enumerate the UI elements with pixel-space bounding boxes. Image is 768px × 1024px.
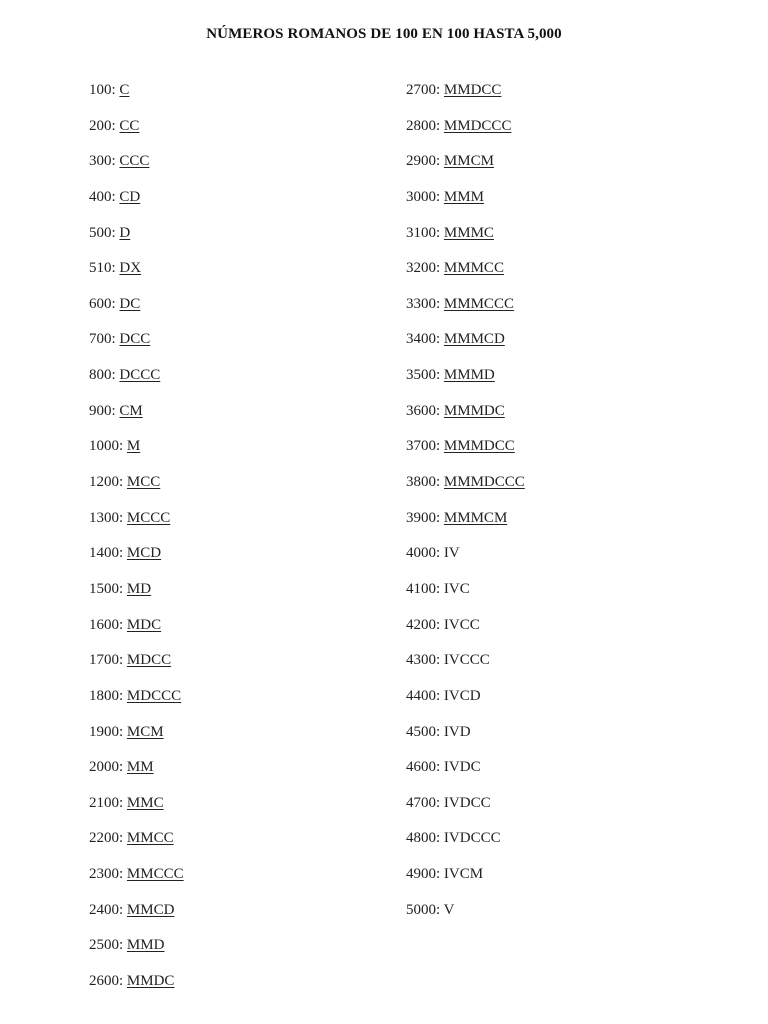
roman-numeral-link[interactable]: MCM: [126, 723, 164, 740]
arabic-number: 1900: [89, 723, 119, 740]
separator: :: [119, 901, 127, 918]
arabic-number: 3900: [406, 509, 436, 526]
separator: :: [119, 509, 127, 526]
separator: :: [436, 687, 444, 704]
roman-numeral-link[interactable]: MMM: [443, 188, 484, 205]
roman-numeral-link[interactable]: MMC: [126, 794, 164, 811]
separator: :: [436, 295, 444, 312]
list-item: [406, 786, 525, 822]
roman-numeral: IVD: [443, 723, 471, 740]
separator: :: [436, 260, 444, 277]
roman-numeral-link[interactable]: MMDCCC: [443, 117, 512, 134]
list-item: [406, 536, 525, 572]
list-item: [89, 750, 184, 786]
separator: :: [119, 759, 127, 776]
list-item: [89, 572, 184, 608]
list-item: [89, 608, 184, 644]
list-item: [406, 750, 525, 786]
arabic-number: 1700: [89, 652, 119, 669]
separator: :: [436, 866, 444, 883]
separator: :: [436, 794, 444, 811]
arabic-number: 1300: [89, 509, 119, 526]
separator: :: [436, 438, 444, 455]
separator: :: [111, 260, 120, 277]
separator: :: [119, 794, 127, 811]
separator: :: [436, 759, 444, 776]
roman-numeral-link[interactable]: MDCCC: [126, 687, 182, 704]
roman-numeral-link[interactable]: MMCC: [126, 830, 174, 847]
list-item: [406, 821, 525, 857]
separator: :: [436, 723, 444, 740]
arabic-number: 2500: [89, 937, 119, 954]
roman-numeral-link[interactable]: DCCC: [119, 367, 161, 384]
separator: :: [119, 687, 127, 704]
separator: :: [436, 82, 444, 98]
list-item: [89, 964, 184, 1000]
separator: :: [436, 901, 444, 918]
roman-numeral: IVDC: [443, 759, 481, 776]
arabic-number: 3000: [406, 188, 436, 205]
list-item: [89, 679, 184, 715]
list-item: [89, 893, 184, 929]
separator: :: [111, 82, 120, 98]
arabic-number: 600: [89, 295, 112, 312]
arabic-number: 3800: [406, 474, 436, 491]
arabic-number: 2600: [89, 973, 119, 990]
arabic-number: 200: [89, 117, 112, 134]
arabic-number: 4800: [406, 830, 436, 847]
separator: :: [119, 438, 127, 455]
list-item: [406, 73, 525, 109]
separator: :: [436, 224, 444, 241]
list-item: [89, 928, 184, 964]
arabic-number: 2400: [89, 901, 119, 918]
arabic-number: 2700: [406, 82, 436, 98]
arabic-number: 1000: [89, 438, 119, 455]
roman-numeral-link[interactable]: CC: [119, 117, 140, 134]
separator: :: [119, 545, 127, 562]
roman-numeral-link[interactable]: MMDC: [126, 973, 175, 990]
separator: :: [111, 331, 120, 348]
arabic-number: 3100: [406, 224, 436, 241]
roman-numeral: IVCM: [443, 866, 484, 883]
roman-numeral-link[interactable]: MDC: [126, 616, 162, 633]
arabic-number: 2900: [406, 153, 436, 170]
arabic-number: 4900: [406, 866, 436, 883]
arabic-number: 2000: [89, 759, 119, 776]
arabic-number: 700: [89, 331, 112, 348]
arabic-number: 4100: [406, 580, 436, 597]
list-item: [406, 643, 525, 679]
arabic-number: 4300: [406, 652, 436, 669]
roman-numeral-link[interactable]: CCC: [119, 153, 150, 170]
separator: :: [119, 973, 127, 990]
separator: :: [119, 616, 127, 633]
right-column: [406, 73, 525, 928]
list-item: [406, 857, 525, 893]
list-item: [406, 715, 525, 751]
list-item: [89, 786, 184, 822]
roman-numeral-link[interactable]: C: [119, 82, 130, 98]
list-item: [89, 180, 184, 216]
roman-numeral-link[interactable]: M: [126, 438, 141, 455]
separator: :: [436, 545, 444, 562]
arabic-number: 300: [89, 153, 112, 170]
list-item: [89, 429, 184, 465]
roman-numeral-link[interactable]: MMMCCC: [443, 295, 514, 312]
roman-numeral-link[interactable]: MCCC: [126, 509, 171, 526]
roman-numeral: IVCCC: [443, 652, 490, 669]
list-item: [406, 251, 525, 287]
separator: :: [436, 331, 444, 348]
roman-numeral-link[interactable]: MMMD: [443, 367, 495, 384]
roman-numeral-link[interactable]: DC: [119, 295, 141, 312]
arabic-number: 400: [89, 188, 112, 205]
arabic-number: 1800: [89, 687, 119, 704]
arabic-number: 4000: [406, 545, 436, 562]
roman-numeral-link[interactable]: DCC: [119, 331, 151, 348]
separator: :: [111, 224, 120, 241]
arabic-number: 900: [89, 402, 112, 419]
list-item: [89, 643, 184, 679]
arabic-number: 3600: [406, 402, 436, 419]
arabic-number: 4700: [406, 794, 436, 811]
separator: :: [111, 153, 120, 170]
arabic-number: 2800: [406, 117, 436, 134]
list-item: [89, 109, 184, 145]
list-item: [89, 216, 184, 252]
separator: :: [436, 188, 444, 205]
list-item: [89, 358, 184, 394]
separator: :: [119, 580, 127, 597]
list-item: [406, 322, 525, 358]
separator: :: [111, 367, 120, 384]
list-item: [89, 73, 184, 109]
roman-numeral-link[interactable]: CD: [119, 188, 141, 205]
list-item: [89, 251, 184, 287]
arabic-number: 4500: [406, 723, 436, 740]
roman-numeral: IVCD: [443, 687, 481, 704]
separator: :: [436, 153, 444, 170]
separator: :: [111, 295, 120, 312]
arabic-number: 2200: [89, 830, 119, 847]
roman-numeral-link[interactable]: MMCD: [126, 901, 175, 918]
arabic-number: 100: [89, 82, 112, 98]
list-item: [89, 536, 184, 572]
arabic-number: 500: [89, 224, 112, 241]
roman-numeral-link[interactable]: MMMCM: [443, 509, 508, 526]
separator: :: [119, 866, 127, 883]
roman-numeral: IVDCCC: [443, 830, 501, 847]
roman-numeral-link[interactable]: D: [119, 224, 131, 241]
roman-numeral-link[interactable]: MD: [126, 580, 152, 597]
roman-numeral-link[interactable]: MMMDCCC: [443, 474, 525, 491]
separator: :: [119, 723, 127, 740]
left-column: [89, 73, 184, 1000]
separator: :: [436, 509, 444, 526]
roman-numeral-link[interactable]: MMCCC: [126, 866, 184, 883]
list-item: [89, 715, 184, 751]
roman-numeral: V: [443, 901, 455, 918]
list-item: [89, 144, 184, 180]
arabic-number: 1600: [89, 616, 119, 633]
list-item: [89, 501, 184, 537]
arabic-number: 3300: [406, 295, 436, 312]
list-item: [89, 821, 184, 857]
arabic-number: 510: [89, 260, 112, 277]
list-item: [89, 465, 184, 501]
separator: :: [436, 367, 444, 384]
list-item: [406, 358, 525, 394]
list-item: [406, 287, 525, 323]
roman-numeral-link[interactable]: MMCM: [443, 153, 494, 170]
list-item: [406, 429, 525, 465]
list-item: [406, 465, 525, 501]
separator: :: [436, 652, 444, 669]
list-item: [406, 572, 525, 608]
arabic-number: 1200: [89, 474, 119, 491]
arabic-number: 800: [89, 367, 112, 384]
roman-numeral-link[interactable]: MDCC: [126, 652, 172, 669]
list-item: [406, 109, 525, 145]
separator: :: [119, 937, 127, 954]
roman-numeral-link[interactable]: MMMDCC: [443, 438, 515, 455]
separator: :: [436, 580, 444, 597]
separator: :: [111, 188, 120, 205]
separator: :: [436, 474, 444, 491]
list-item: [89, 287, 184, 323]
arabic-number: 1400: [89, 545, 119, 562]
roman-numeral: IVCC: [443, 616, 480, 633]
roman-numeral: IVC: [443, 580, 470, 597]
list-item: [406, 893, 525, 929]
roman-numeral: IV: [443, 545, 460, 562]
roman-numeral-link[interactable]: CM: [119, 402, 143, 419]
roman-numeral-link[interactable]: MMD: [126, 937, 165, 954]
arabic-number: 3700: [406, 438, 436, 455]
separator: :: [111, 402, 120, 419]
list-item: [406, 144, 525, 180]
arabic-number: 3200: [406, 260, 436, 277]
separator: :: [119, 830, 127, 847]
page-title: NÚMEROS ROMANOS DE 100 EN 100 HASTA 5,000: [206, 26, 562, 42]
roman-numeral-link[interactable]: MMMCC: [443, 260, 504, 277]
separator: :: [436, 117, 444, 134]
separator: :: [119, 474, 127, 491]
separator: :: [436, 830, 444, 847]
list-item: [406, 180, 525, 216]
arabic-number: 3500: [406, 367, 436, 384]
roman-numeral-link[interactable]: MMDCC: [443, 82, 502, 98]
arabic-number: 2100: [89, 794, 119, 811]
roman-numeral-link[interactable]: MCD: [126, 545, 162, 562]
list-item: [406, 216, 525, 252]
roman-numeral-link[interactable]: MCC: [126, 474, 161, 491]
roman-numeral-link[interactable]: MMMDC: [443, 402, 505, 419]
separator: :: [119, 652, 127, 669]
roman-numeral: IVDCC: [443, 794, 491, 811]
arabic-number: 2300: [89, 866, 119, 883]
arabic-number: 1500: [89, 580, 119, 597]
list-item: [89, 857, 184, 893]
separator: :: [111, 117, 120, 134]
list-item: [89, 394, 184, 430]
separator: :: [436, 616, 444, 633]
list-item: [406, 679, 525, 715]
roman-numeral-link[interactable]: MMMCD: [443, 331, 505, 348]
arabic-number: 3400: [406, 331, 436, 348]
roman-numeral-link[interactable]: DX: [119, 260, 142, 277]
separator: :: [436, 402, 444, 419]
arabic-number: 4400: [406, 687, 436, 704]
arabic-number: 4200: [406, 616, 436, 633]
list-item: [406, 501, 525, 537]
list-item: [406, 608, 525, 644]
arabic-number: 5000: [406, 901, 436, 918]
roman-numeral-link[interactable]: MMMC: [443, 224, 494, 241]
roman-numeral-link[interactable]: MM: [126, 759, 154, 776]
list-item: [89, 322, 184, 358]
arabic-number: 4600: [406, 759, 436, 776]
list-item: [406, 394, 525, 430]
